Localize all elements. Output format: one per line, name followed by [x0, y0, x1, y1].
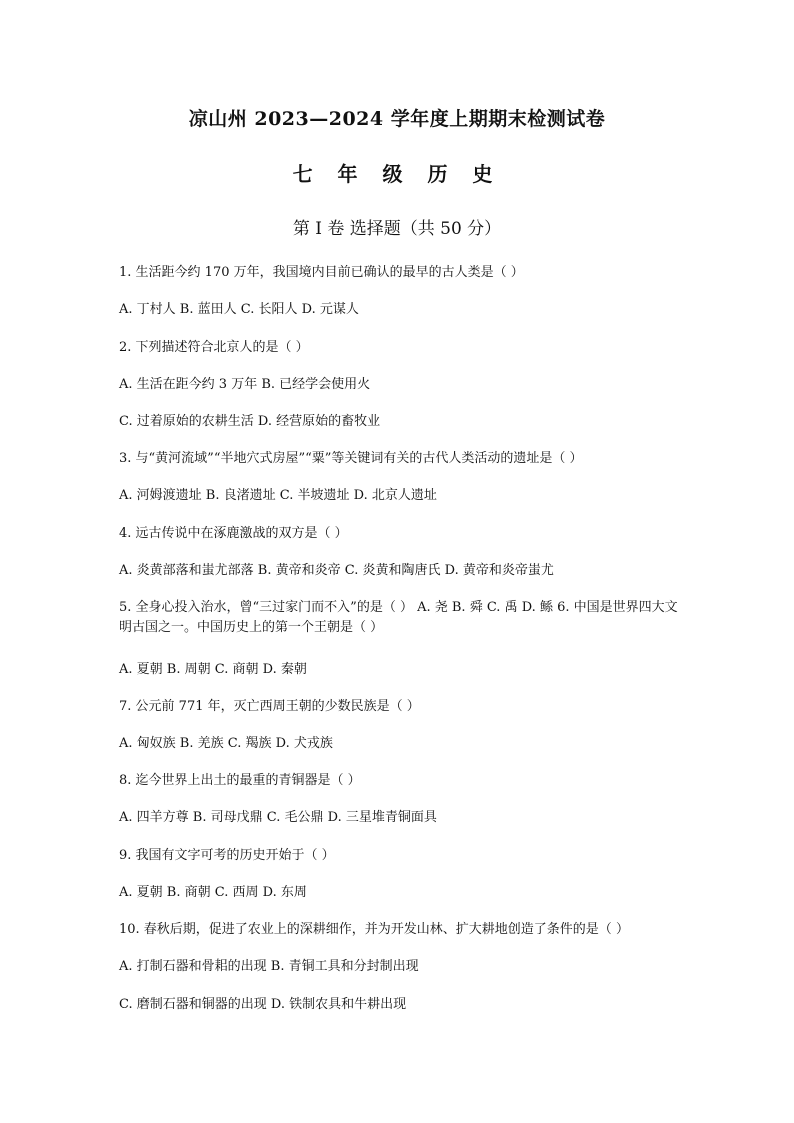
question-3: 3. 与“黄河流域”“半地穴式房屋”“粟”等关键词有关的古代人类活动的遗址是（ ） — [119, 451, 583, 466]
section-heading: 第 I 卷 选择题（共 50 分） — [292, 219, 502, 239]
question-10: 10. 春秋后期，促进了农业上的深耕细作，并为开发山林、扩大耕地创造了条件的是（ ） — [119, 922, 629, 937]
question-2-options-ab: A. 生活在距今约 3 万年 B. 已经学会使用火 — [119, 377, 371, 392]
question-3-options: A. 河姆渡遗址 B. 良渚遗址 C. 半坡遗址 D. 北京人遗址 — [119, 488, 437, 503]
question-9-options: A. 夏朝 B. 商朝 C. 西周 D. 东周 — [119, 885, 307, 900]
question-4-options: A. 炎黄部落和蚩尤部落 B. 黄帝和炎帝 C. 炎黄和陶唐氏 D. 黄帝和炎帝蚩尤 — [119, 563, 554, 578]
question-1: 1. 生活距今约 170 万年，我国境内目前已确认的最早的古人类是（ ） — [119, 265, 524, 280]
exam-subtitle: 七 年 级 历 史 — [292, 162, 502, 186]
question-7: 7. 公元前 771 年，灭亡西周王朝的少数民族是（ ） — [119, 699, 420, 714]
question-6-options: A. 夏朝 B. 周朝 C. 商朝 D. 秦朝 — [119, 662, 307, 677]
question-8-options: A. 四羊方尊 B. 司母戊鼎 C. 毛公鼎 D. 三星堆青铜面具 — [119, 810, 437, 825]
question-5-6: 5. 全身心投入治水，曾“三过家门而不入”的是（ ） A. 尧 B. 舜 C. 禹 D. 鲧 6. 中国是世界四大文明古国之一。中国历史上的第一个王朝是（ ） — [119, 600, 678, 635]
question-8: 8. 迄今世界上出土的最重的青铜器是（ ） — [119, 773, 361, 788]
question-4: 4. 远古传说中在涿鹿激战的双方是（ ） — [119, 526, 348, 541]
question-10-options-cd: C. 磨制石器和铜器的出现 D. 铁制农具和牛耕出现 — [119, 997, 407, 1012]
question-9: 9. 我国有文字可考的历史开始于（ ） — [119, 848, 335, 863]
question-2-options-cd: C. 过着原始的农耕生活 D. 经营原始的畜牧业 — [119, 414, 381, 429]
question-10-options-ab: A. 打制石器和骨耜的出现 B. 青铜工具和分封制出现 — [119, 959, 419, 974]
question-7-options: A. 匈奴族 B. 羌族 C. 羯族 D. 犬戎族 — [119, 736, 333, 751]
exam-title: 凉山州 2023—2024 学年度上期期末检测试卷 — [188, 108, 606, 130]
question-1-options: A. 丁村人 B. 蓝田人 C. 长阳人 D. 元谋人 — [119, 302, 359, 317]
question-2: 2. 下列描述符合北京人的是（ ） — [119, 340, 309, 355]
